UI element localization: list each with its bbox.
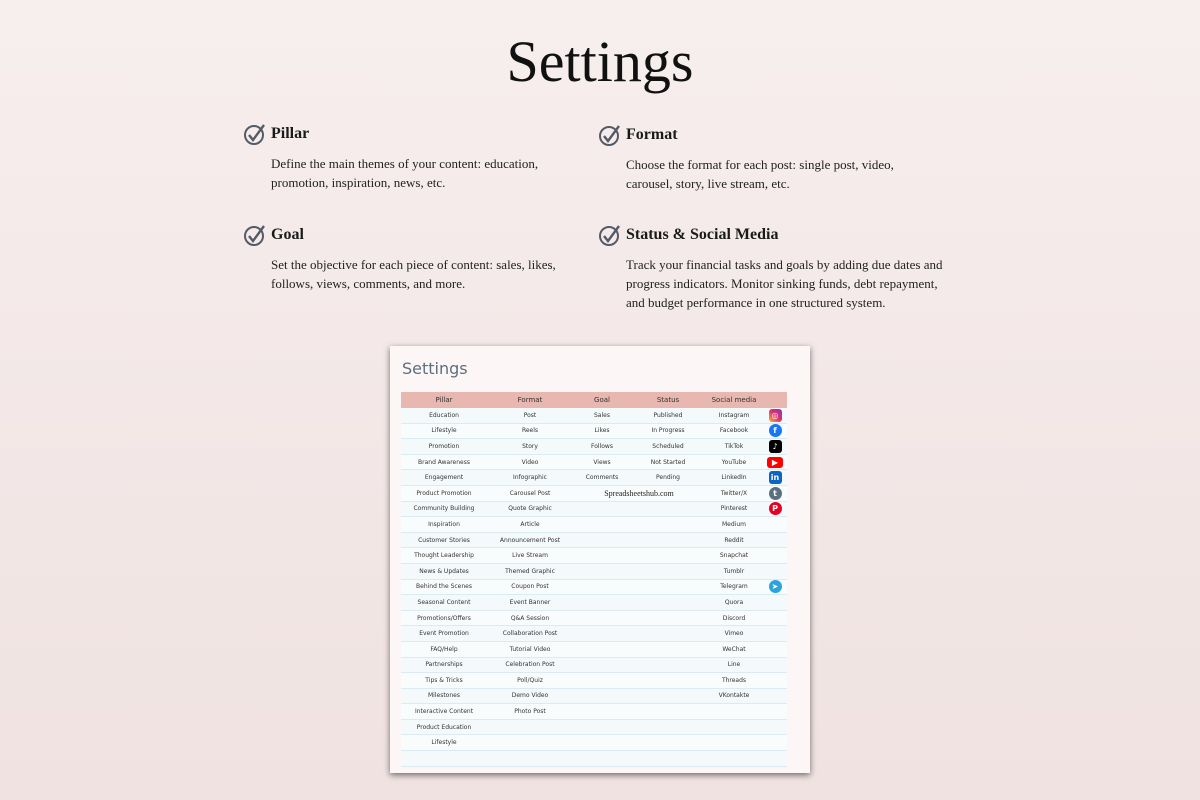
table-row — [401, 689, 787, 705]
cell-goal — [573, 489, 705, 498]
cell-goal: Views — [593, 458, 611, 466]
cell-format: Story — [522, 442, 538, 450]
feature-status-social — [598, 223, 958, 312]
cell-format: Article — [520, 520, 540, 528]
cell-social-media: Discord — [722, 614, 746, 622]
pinterest-icon: P — [769, 502, 782, 515]
cell-pillar: Partnerships — [425, 661, 463, 669]
cell-pillar: Lifestyle — [431, 739, 457, 747]
cell-format: Event Banner — [509, 598, 551, 606]
table-row — [401, 470, 787, 486]
cell-pillar: Brand Awareness — [418, 458, 470, 466]
settings-table — [401, 392, 787, 767]
table-row — [401, 626, 787, 642]
cell-pillar: Tips & Tricks — [425, 676, 463, 684]
table-row — [401, 704, 787, 720]
cell-format: Carousel Post — [509, 489, 551, 497]
table-row — [401, 673, 787, 689]
cell-format: Quote Graphic — [508, 505, 552, 513]
table-row — [401, 580, 787, 596]
cell-social-media: LinkedIn — [721, 474, 747, 482]
column-header-goal: Goal — [594, 396, 610, 404]
twitter-icon: t — [769, 487, 782, 500]
table-row — [401, 548, 787, 564]
cell-pillar: Behind the Scenes — [416, 583, 472, 591]
cell-social-media: Instagram — [718, 411, 750, 419]
column-header-status: Status — [656, 396, 680, 404]
telegram-icon: ➤ — [769, 580, 782, 593]
column-header-format: Format — [517, 396, 543, 404]
cell-format: Announcement Post — [499, 536, 561, 544]
tiktok-icon: ♪ — [769, 440, 782, 453]
cell-pillar: Customer Stories — [418, 536, 470, 544]
table-row — [401, 595, 787, 611]
cell-social-media: Pinterest — [720, 505, 748, 513]
table-row — [401, 533, 787, 549]
table-row — [401, 502, 787, 518]
feature-format — [598, 123, 938, 193]
cell-pillar: Promotion — [428, 442, 460, 450]
table-row — [401, 517, 787, 533]
table-body — [401, 408, 787, 767]
cell-format: Video — [521, 458, 539, 466]
check-circle-icon — [598, 123, 622, 147]
check-circle-icon — [243, 223, 267, 247]
cell-pillar: Education — [429, 411, 459, 419]
cell-status: Scheduled — [652, 442, 684, 450]
table-row — [401, 486, 787, 502]
feature-title: Status & Social Media — [626, 226, 779, 243]
cell-pillar: Event Promotion — [419, 630, 469, 638]
cell-pillar: FAQ/Help — [430, 645, 458, 653]
cell-format: Themed Graphic — [505, 567, 555, 575]
cell-pillar: Product Education — [416, 723, 472, 731]
cell-status: Not Started — [650, 458, 686, 466]
table-row — [401, 642, 787, 658]
feature-title: Goal — [271, 226, 304, 243]
cell-goal: Sales — [594, 411, 610, 419]
cell-format: Celebration Post — [505, 661, 555, 669]
cell-social-media: Line — [727, 661, 741, 669]
watermark-text: Spreadsheetshub.com — [604, 488, 674, 498]
feature-description: Set the objective for each piece of content: sales, likes, follows, views, comments, and more. — [271, 257, 556, 291]
cell-pillar: Milestones — [428, 692, 460, 700]
table-row — [401, 424, 787, 440]
cell-format: Infographic — [513, 474, 547, 482]
cell-pillar: Thought Leadership — [414, 552, 474, 560]
table-row — [401, 735, 787, 751]
facebook-icon: f — [769, 424, 782, 437]
cell-goal: Comments — [585, 474, 619, 482]
cell-goal: Likes — [594, 427, 610, 435]
cell-social-media: Threads — [721, 676, 747, 684]
table-header — [401, 392, 787, 408]
cell-format: Demo Video — [511, 692, 549, 700]
table-row — [401, 751, 787, 767]
check-circle-icon — [243, 122, 267, 146]
sheet-title: Settings — [402, 359, 468, 378]
table-row — [401, 408, 787, 424]
feature-pillar — [243, 122, 583, 192]
table-row — [401, 720, 787, 736]
column-header-social-media: Social media — [711, 396, 757, 404]
cell-format: Live Stream — [512, 552, 548, 560]
cell-social-media: YouTube — [721, 458, 747, 466]
cell-social-media: TikTok — [724, 442, 744, 450]
cell-social-media: Twitter/X — [720, 489, 748, 497]
table-row — [401, 564, 787, 580]
cell-pillar: News & Updates — [419, 567, 469, 575]
cell-pillar: Interactive Content — [414, 708, 474, 716]
cell-social-media: Snapchat — [719, 552, 749, 560]
spreadsheet-preview — [390, 346, 810, 773]
table-row — [401, 611, 787, 627]
cell-social-media: Facebook — [719, 427, 749, 435]
cell-social-media: Vimeo — [724, 630, 744, 638]
cell-format: Post — [523, 411, 537, 419]
feature-description: Choose the format for each post: single post, video, carousel, story, live stream, etc. — [626, 157, 894, 191]
feature-description: Define the main themes of your content: education, promotion, inspiration, news, etc. — [271, 156, 539, 190]
cell-pillar: Seasonal Content — [417, 598, 471, 606]
cell-social-media: Quora — [724, 598, 744, 606]
feature-title: Format — [626, 126, 678, 143]
feature-title: Pillar — [271, 125, 310, 142]
instagram-icon: ◎ — [769, 409, 782, 422]
cell-social-media: WeChat — [722, 645, 746, 653]
cell-format: Photo Post — [514, 708, 546, 716]
column-header-pillar: Pillar — [435, 396, 453, 404]
cell-status: Pending — [656, 474, 680, 482]
table-row — [401, 455, 787, 471]
feature-description: Track your financial tasks and goals by adding due dates and progress indicators. Monitor sinking funds, debt repayment, and budget performance in one structured system. — [626, 257, 943, 310]
table-row — [401, 439, 787, 455]
cell-pillar: Lifestyle — [431, 427, 457, 435]
cell-pillar: Engagement — [424, 474, 464, 482]
cell-format: Q&A Session — [510, 614, 550, 622]
cell-format: Reels — [521, 427, 539, 435]
linkedin-icon: in — [769, 471, 782, 484]
cell-status: In Progress — [651, 427, 685, 435]
cell-pillar: Product Promotion — [416, 489, 472, 497]
cell-social-media: Medium — [722, 520, 746, 528]
cell-social-media: VKontakte — [718, 692, 750, 700]
cell-pillar: Promotions/Offers — [417, 614, 471, 622]
page-title: Settings — [506, 29, 694, 94]
cell-format: Coupon Post — [511, 583, 549, 591]
cell-status: Published — [653, 411, 683, 419]
table-row — [401, 658, 787, 674]
youtube-icon: ▶ — [767, 457, 783, 468]
cell-format: Tutorial Video — [509, 645, 551, 653]
cell-pillar: Community Building — [413, 505, 475, 513]
cell-social-media: Tumblr — [723, 567, 745, 575]
cell-goal: Follows — [591, 442, 613, 450]
cell-social-media: Telegram — [720, 583, 748, 591]
cell-pillar: Inspiration — [428, 520, 460, 528]
cell-format: Poll/Quiz — [517, 676, 543, 684]
check-circle-icon — [598, 223, 622, 247]
cell-format: Collaboration Post — [502, 630, 558, 638]
feature-goal — [243, 223, 583, 293]
cell-social-media: Reddit — [724, 536, 744, 544]
